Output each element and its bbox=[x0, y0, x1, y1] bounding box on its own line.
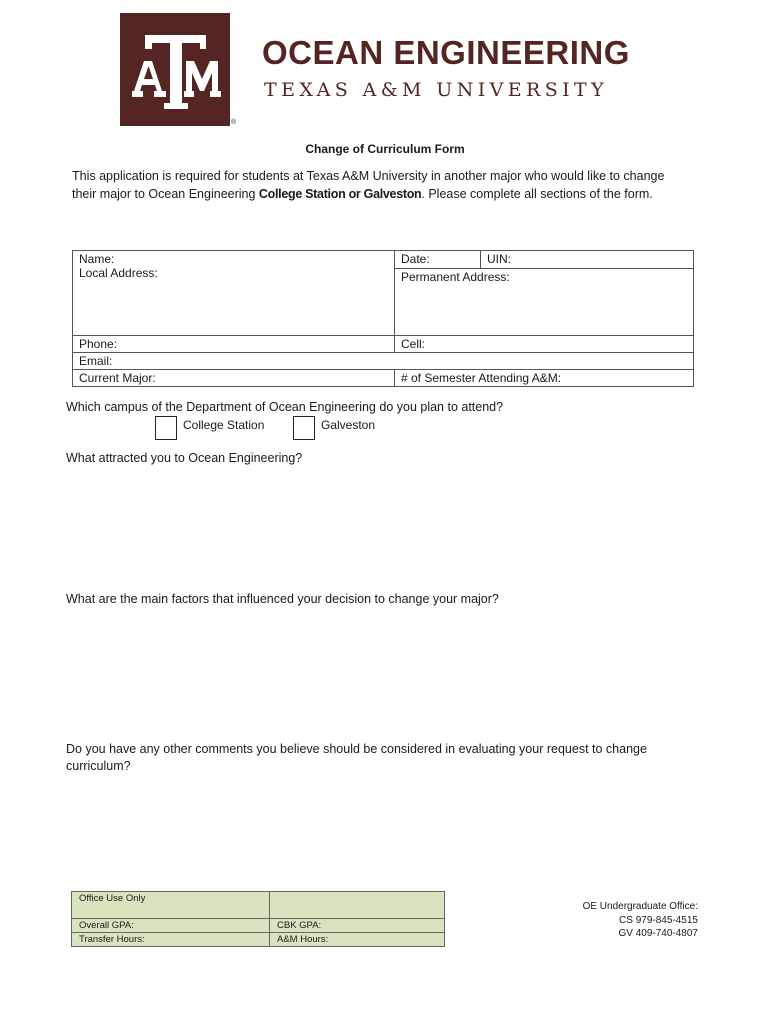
org-name: OCEAN ENGINEERING bbox=[262, 34, 630, 71]
college-station-label: College Station bbox=[183, 418, 265, 432]
question-factors: What are the main factors that influenced your decision to change your major? bbox=[66, 592, 499, 606]
galveston-checkbox[interactable] bbox=[293, 416, 315, 440]
question-comments: Do you have any other comments you believe should be considered in evaluating your request to change curriculum? bbox=[66, 742, 647, 773]
transfer-hours-label: Transfer Hours: bbox=[79, 934, 145, 945]
email-label: Email: bbox=[79, 354, 113, 368]
permanent-address-cell[interactable] bbox=[395, 269, 694, 336]
intro-text-2: . Please complete all sections of the form. bbox=[421, 187, 653, 201]
cell-label: Cell: bbox=[401, 337, 426, 351]
cbk-gpa-label: CBK GPA: bbox=[277, 920, 322, 931]
date-label: Date: bbox=[401, 252, 430, 266]
email-cell[interactable] bbox=[73, 353, 694, 370]
uin-label: UIN: bbox=[487, 252, 511, 266]
atm-logo-mark bbox=[120, 13, 230, 126]
phone-label: Phone: bbox=[79, 337, 118, 351]
transfer-hours-cell bbox=[72, 933, 270, 947]
cell-cell[interactable] bbox=[395, 336, 694, 353]
answer-area-factors[interactable] bbox=[66, 612, 696, 737]
am-hours-cell bbox=[270, 933, 445, 947]
local-address-label: Local Address: bbox=[79, 266, 158, 280]
office-use-title: Office Use Only bbox=[79, 893, 146, 904]
office-use-title-cell bbox=[72, 892, 270, 919]
answer-area-comments[interactable] bbox=[66, 780, 696, 885]
permanent-address-label: Permanent Address: bbox=[401, 270, 510, 285]
contact-gv-phone: GV 409-740-4807 bbox=[618, 928, 698, 939]
form-title: Change of Curriculum Form bbox=[305, 142, 465, 156]
university-name: TEXAS A&M UNIVERSITY bbox=[264, 79, 609, 101]
date-cell[interactable] bbox=[395, 251, 481, 269]
am-hours-label: A&M Hours: bbox=[277, 934, 329, 945]
phone-cell[interactable] bbox=[73, 336, 395, 353]
overall-gpa-cell bbox=[72, 919, 270, 933]
uin-cell[interactable] bbox=[481, 251, 694, 269]
semesters-label: # of Semester Attending A&M: bbox=[401, 371, 562, 385]
galveston-label: Galveston bbox=[321, 418, 376, 432]
contact-cs-phone: CS 979-845-4515 bbox=[619, 914, 698, 926]
current-major-cell[interactable] bbox=[73, 370, 395, 387]
current-major-label: Current Major: bbox=[79, 371, 156, 385]
contact-block bbox=[520, 900, 698, 941]
overall-gpa-label: Overall GPA: bbox=[79, 920, 134, 931]
name-local-address-cell[interactable] bbox=[73, 251, 395, 336]
college-station-checkbox[interactable] bbox=[155, 416, 177, 440]
intro-campus-bold: College Station or Galveston bbox=[258, 187, 422, 201]
name-label: Name: bbox=[79, 252, 115, 266]
question-attracted: What attracted you to Ocean Engineering? bbox=[66, 451, 303, 465]
registered-mark: ® bbox=[231, 119, 237, 126]
office-use-table bbox=[71, 891, 445, 947]
cbk-gpa-cell bbox=[270, 919, 445, 933]
office-use-blank-cell bbox=[270, 892, 445, 919]
answer-area-attracted[interactable] bbox=[66, 470, 696, 585]
campus-question: Which campus of the Department of Ocean Engineering do you plan to attend? bbox=[66, 400, 504, 414]
student-info-table bbox=[72, 250, 694, 387]
contact-office: OE Undergraduate Office: bbox=[582, 901, 698, 912]
intro-paragraph bbox=[72, 167, 672, 203]
intro-text-1: This application is required for students at Texas A&M University in another major who would like to change their major to Ocean Engineering bbox=[72, 169, 665, 201]
semesters-cell[interactable] bbox=[395, 370, 694, 387]
atm-logo bbox=[120, 13, 230, 126]
